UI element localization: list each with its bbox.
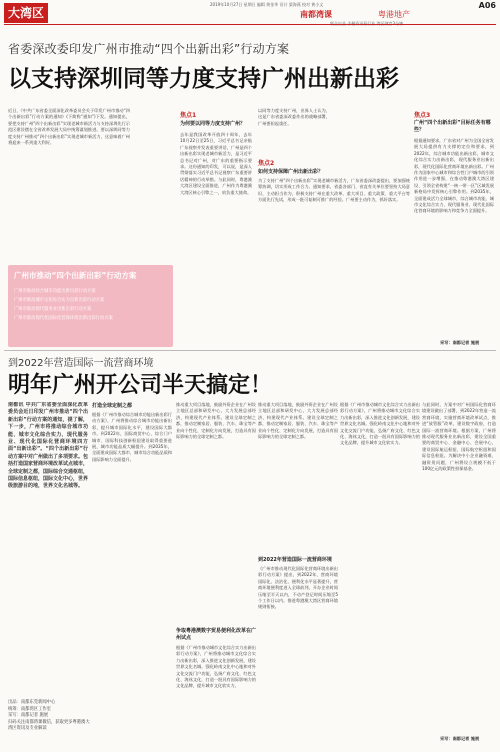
story1-lead: 近日，《中共广东省委全面深化改革委员会关于印发广州市推动“四个出新出彩”行动方案的通知》(下简称“通知”)下发。通知提出，要把支持广州“四个出新出彩”实现老城市新活力与支持深圳先行示范区建设摆在全省改革发展大局中统筹谋划推进。要以深圳同等力度支持广州推动“四个出新出彩”实现老城市新活力，这意味着广州将迎来一系列重大利好。: [8, 108, 130, 146]
story2-section2-title: 争取粤港澳数字贸易便利化改革在广州试点: [176, 628, 257, 641]
banner-item: 广州市推动综合城市功能出新出彩行动方案: [14, 289, 96, 294]
banner-item: 广州市推动现代化国际化营商环境出新出彩行动方案: [14, 316, 113, 321]
story2-col2: 根据《广州市推动综合城市功能出新出彩行动方案》，广州将推动综合城市功能出新出彩，提升城市国际化水平，建设国际大都市。到2022年，国际商贸中心、综合门户城市、国际科技创新枢纽建设取得重要进展，城市功能品质大幅提升。到2035年，全面建成国际大都市，城市综合功能品质和国际影响力全面提升。: [92, 412, 172, 462]
banner-item: 广州市推动现代服务业出新出彩行动方案: [14, 307, 92, 312]
banner-list: [14, 287, 169, 323]
page-header: [0, 0, 500, 36]
story2-credit: 出品：南都东莞新闻中心 统筹：南都湾区工作室 采写：南都记者 施展 扫码关注南都湾课微信，获取更多粤港澳大湾区资讯及专业解读: [8, 700, 90, 731]
banner-item: 广州市推动城市文化综合实力出新出彩行动方案: [14, 298, 105, 303]
story2-col5: 《广州市推动现代化国际化营商环境出新出彩行动方案》提出，到2022年，营商环境国际化、法治化、便利化水平显著提升，营商环境便利度进入全球前列，开办企业时间压缩至半天以内，不动产登记时间压缩至5个工作日以内。推进粤港澳大湾区营商环境规则衔接。: [258, 566, 338, 610]
page-number: A06: [478, 1, 496, 10]
header-rule: [4, 24, 496, 25]
story2-col3: 推动重大项目落地，鼓励外资企业在广州设立地区总部和研发中心，大力发展总部经济，构建现代产业体系。建设全球定制之都，推动定制家居、服装、汽车、珠宝等产业向个性化、定制化方向发展，打造具有国际影响力的全球定制之都。: [176, 402, 256, 440]
focus1-text: 去年是我国改革开放四十周年，去年10月22日至25日，习近平总书记亲临广东视察并发表重要讲话，广州是四个出新出彩实现老城市新活力，是习近平总书记对广州，对广东的重要指示要求。这份通知的印发，可以说，是深入贯彻落实习近平总书记视察广东重要讲话精神的行动举措。与此同时，粤港澳大湾区建设全面推进，广州作为粤港澳大湾区核心引擎之一，肩负重大使命。: [180, 132, 252, 195]
story2-headline: 明年广州开公司半天搞定！: [8, 373, 273, 398]
story2-section1-title: 打造全球定制之都: [92, 403, 133, 409]
story2-col5b: 根据《广州市推动城市文化综合实力出新出彩行动方案》，广州将推动城市文化综合实力出新出彩，深入推进文化创新发展，建设世界文化名城。强化岭南文化中心地和对外文化交流门户功能，弘扬广府文化、红色文化、海丝文化，打造一批具有国际影响力的文化品牌，提升城市文化软实力。: [340, 402, 420, 446]
brand-nandu: 南都湾课: [300, 10, 332, 19]
story2-lead: 南都讯 中共广东省委全面深化改革委员会近日印发广州市推动“四个出新出彩”行动方案的通知，提了解，下一步，广州市将推动综合城市功能、城市文化综合实力、现代服务业、现代化国际化营商环境四方面“出新出彩”。“四个出新出彩”行动方案中对广州做出了多项要求。包括打造国家营商环境改革试点城市，全球定制之都，国际综合交通枢纽，国际信息枢纽，国际文化中心，世界级旅游目的地，世界文化名城等。: [8, 402, 88, 490]
focus2-question: 如何支持保障广州出新出彩？: [258, 169, 324, 175]
focus2-text: 为了支持广州“四个出新出彩”实现老城市新活力，广东省委深改委提出，要加强统筹协调，切实形成工作合力。通知要求，省委各部门、省直有关单位要坚持大局意识，主动担当作为，积极支持广州在重大改革、重大项目、重大政策、重大平台等方面先行先试，形成一批可复制可推广的经验。广州要主动作为，抓好落实。: [258, 178, 410, 203]
focus1-text-cont: 以同等力度支持广州，业界人士认为，这是广东省委深改委作出的战略部署，广州要担起重任。: [258, 108, 330, 126]
focus3-text: 根据通知要求，广东省对广州为全国全省发展大局提供有力支撑的定位和要求，到2022年，综合城市功能出新出彩，城市文化综合实力出新出彩，现代服务业出新出彩，现代化国际化营商环境出新出彩。广州作为国家中心城市和综合性门户城市的引领作用进一步增强，在推动粤港澳大湾区建设、引领全省构建“一核一带一区”区域发展新格局中发挥核心引擎作用。到2035年，全面建成活力全球城市，综合城市功能、城市文化综合实力、现代服务业、现代化国际化营商环境的影响力和竞争力全面提升。: [414, 138, 494, 214]
header-meta: 2019年10月27日 星期日 编辑 黄金华 设计 梁海燕 校对 黄小文: [210, 2, 324, 7]
focus3-title: 焦点3: [414, 112, 431, 119]
banner-title: 广州市推动“四个出新出彩”行动方案: [14, 271, 137, 280]
story2-subtitle: 到2022年营造国际一流营商环境: [8, 358, 154, 369]
focus1-question: 为何要以同等力度支持广州？: [180, 121, 246, 127]
story2-section3-title: 到2022年营造国际一流营商环境: [258, 557, 332, 563]
focus3-question: 广州“四个出新出彩”目标任务有哪些？: [414, 120, 491, 133]
story2-col6: 与此同时，方案中对广州国际化营商环境建设做出了部署，到2022年营造一流营商环境，实施营商环境改革试点，推进“放管服”改革，建设数字政府，打造国际一流营商环境。根据方案，广州将推动现代服务业出新出彩，建设全国重要的商贸中心、金融中心、会展中心，建设国际航运枢纽、国际航空枢纽和国际信息枢纽。为解决中小企业融资难、融资贵问题，广州将设立规模不低于100亿元的政策性担保基金。: [422, 402, 496, 472]
story1-headline: 以支持深圳同等力度支持广州出新出彩: [8, 66, 399, 92]
focus1-title: 焦点1: [180, 112, 197, 119]
section-logo: 大湾区: [4, 3, 48, 23]
story2-col4b: 推动重大项目落地，鼓励外资企业在广州设立地区总部和研发中心，大力发展总部经济，构建现代产业体系。建设全球定制之都，推动定制家居、服装、汽车、珠宝等产业向个性化、定制化方向发展，打造具有国际影响力的全球定制之都。: [258, 402, 338, 440]
focus2-title: 焦点2: [258, 160, 275, 167]
story1-subtitle: 省委深改委印发广州市推动“四个出新出彩”行动方案: [8, 42, 290, 56]
story2-author: 采写：南都记者 施展: [440, 736, 480, 741]
story1-author: 采写：南都记者 施展: [440, 340, 480, 345]
brand-property: 粤港地产: [378, 10, 410, 19]
story-divider: [4, 350, 496, 351]
story2-col4: 根据《广州市推动城市文化综合实力出新出彩行动方案》，广州将推动城市文化综合实力出新出彩，深入推进文化创新发展，建设世界文化名城。强化岭南文化中心地和对外文化交流门户功能，弘扬广府文化、红色文化、海丝文化，打造一批具有国际影响力的文化品牌，提升城市文化软实力。: [176, 645, 256, 689]
